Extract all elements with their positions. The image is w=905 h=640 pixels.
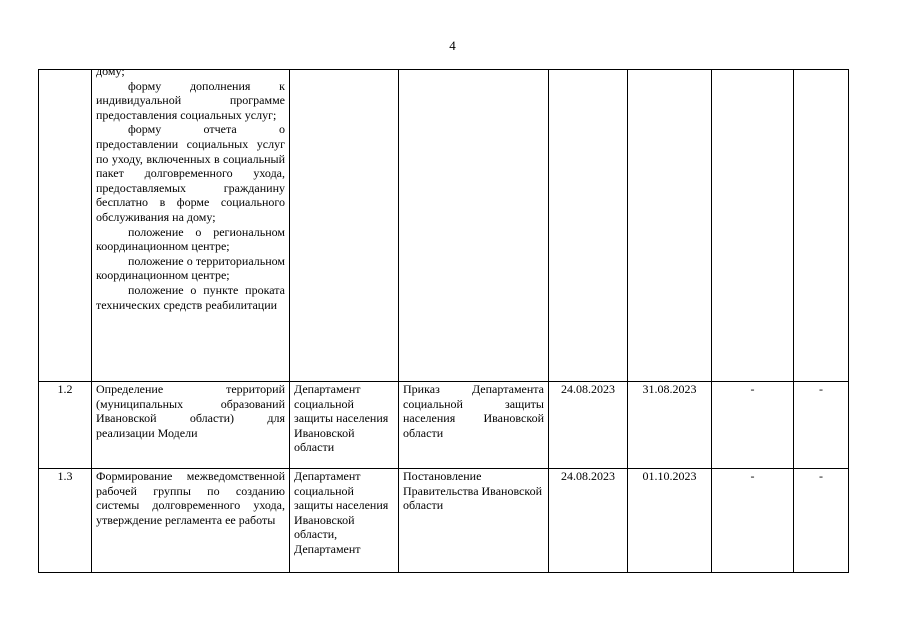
event-paragraph: дому;	[96, 64, 125, 78]
event-paragraph: положение о пункте проката технических средств реабилитации	[96, 282, 285, 312]
table-row	[39, 382, 849, 469]
document-cell: Постановление Правительства Ивановской области	[399, 469, 549, 573]
event-paragraph: форму дополнения к индивидуальной программе предоставления социальных услуг;	[96, 78, 285, 122]
column-8-cell: -	[794, 382, 849, 469]
column-7-cell	[712, 70, 794, 382]
start-date-cell: 24.08.2023	[549, 469, 628, 573]
end-date-cell	[628, 70, 712, 382]
executor-cell	[290, 70, 399, 382]
column-8-cell: -	[794, 469, 849, 573]
document-cell	[399, 70, 549, 382]
end-date-cell: 01.10.2023	[628, 469, 712, 573]
document-cell: Приказ Департамента социальной защиты населения Ивановской области	[399, 382, 549, 469]
event-paragraph: положение о региональном координационном центре;	[96, 224, 285, 254]
table-row	[39, 469, 849, 573]
event-paragraph: Определение территорий (муниципальных образований Ивановской области) для реализации Модели	[96, 382, 285, 440]
activity-plan-table	[38, 64, 849, 573]
start-date-cell	[549, 70, 628, 382]
table-row	[39, 70, 849, 382]
executor-cell: Департамент социальной защиты населения Ивановской области	[290, 382, 399, 469]
start-date-cell: 24.08.2023	[549, 382, 628, 469]
column-7-cell: -	[712, 469, 794, 573]
page-number: 4	[449, 38, 456, 53]
event-paragraph: форму отчета о предоставлении социальных услуг по уходу, включенных в социальный пакет долговременного ухода, предоставляемых гражданину бесплатно в форме социального обслуживания на дому;	[96, 122, 285, 224]
row-number-cell	[39, 70, 92, 382]
end-date-cell: 31.08.2023	[628, 382, 712, 469]
event-paragraph: Формирование межведомственной рабочей группы по созданию системы долговременного ухода, утверждение регламента ее работы	[96, 469, 285, 527]
column-7-cell: -	[712, 382, 794, 469]
column-8-cell	[794, 70, 849, 382]
event-paragraph: положение о территориальном координационном центре;	[96, 253, 285, 283]
row-number-cell: 1.2	[39, 382, 92, 469]
event-cell	[92, 382, 290, 469]
event-cell	[92, 469, 290, 573]
executor-cell: Департамент социальной защиты населения Ивановской области, Департамент	[290, 469, 399, 573]
row-number-cell: 1.3	[39, 469, 92, 573]
event-cell	[92, 64, 290, 382]
